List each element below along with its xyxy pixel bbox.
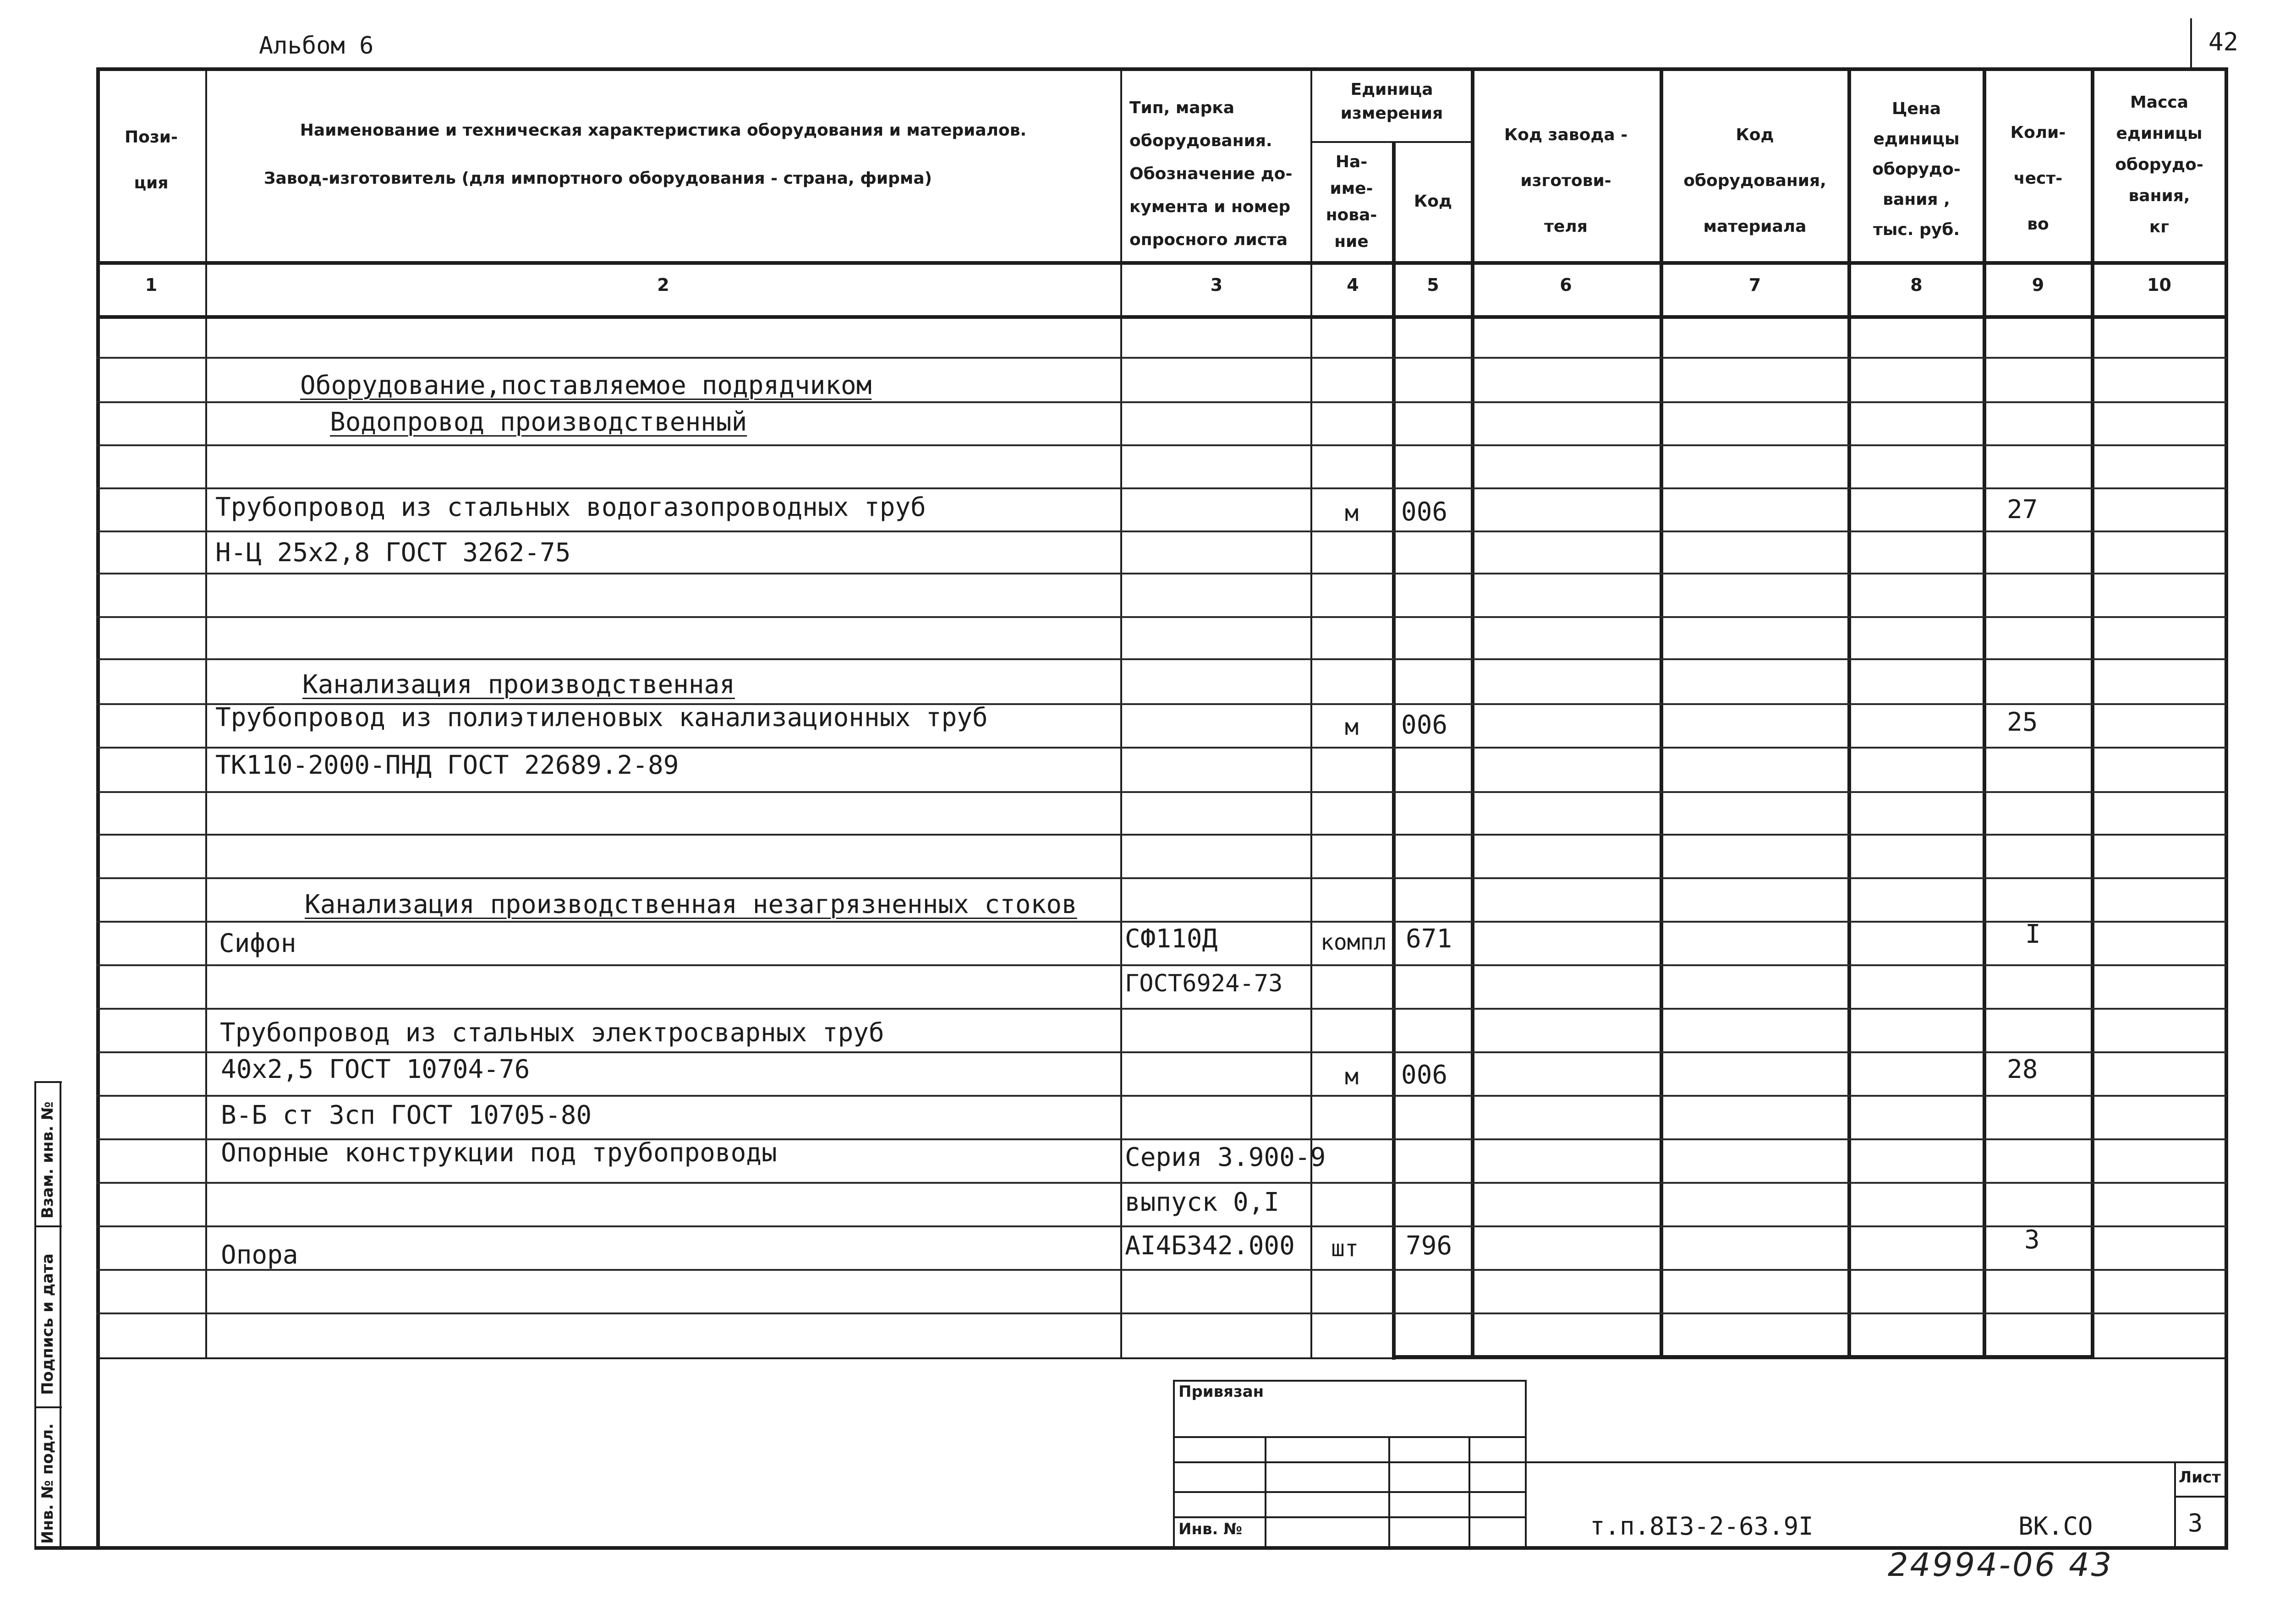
row-line [96,834,2227,836]
stamp-col [1265,1436,1266,1548]
colnum-6: 6 [1560,275,1572,295]
opora-name: Опора [221,1240,298,1270]
sheet-box-left [2174,1461,2176,1548]
stamp-line [1173,1436,1527,1438]
row-line [96,530,2227,532]
pipe-pe-name: Трубопровод из полиэтиленовых канализационных труб [215,703,988,733]
colnum-8: 8 [1910,275,1923,295]
stamp-code: ВК.СО [2018,1512,2093,1541]
side-strip-mid [60,1081,61,1548]
stamp-line [1173,1516,1527,1518]
row-line [96,1312,2227,1314]
side-label-replaced-inv: Взам. инв. № [38,1101,57,1219]
opora-type: АI4Б342.000 [1125,1231,1295,1261]
siphon-name: Сифон [219,929,296,958]
col-line-7 [1847,67,1851,1359]
col-line-8 [1983,67,1986,1359]
body-bottom-thin [96,1357,2227,1359]
opora-code: 796 [1406,1231,1452,1261]
stamp-inv-label: Инв. № [1178,1520,1243,1538]
stamp-col [1388,1436,1390,1548]
row-line [96,747,2227,749]
siphon-unit: компл [1321,930,1387,955]
stamp-bound-label: Привязан [1178,1383,1264,1401]
section-contractor: Оборудование,поставляемое подрядчиком [300,371,872,400]
supports-series: Серия 3.900-9 [1125,1143,1326,1172]
pipe-steel-spec: Н-Ц 25х2,8 ГОСТ 3262-75 [215,538,571,568]
colnum-5: 5 [1427,275,1439,295]
header-equipment-code: Код оборудования, материала [1683,126,1826,236]
col-line-9 [2091,67,2094,1359]
row-line [96,1008,2227,1010]
page-number-divider [2190,18,2192,71]
stamp-col [1469,1436,1470,1548]
col-line-4 [1392,141,1396,1360]
siphon-gost: ГОСТ6924-73 [1125,970,1283,997]
side-label-inv-original: Инв. № подл. [38,1423,57,1544]
sheet-box-mid [2174,1496,2227,1498]
row-line [96,357,2227,359]
side-strip-div1 [34,1225,62,1227]
pipe-es-name: Трубопровод из стальных электросварных труб [220,1018,884,1048]
header-unit-name: На- име- нова- ние [1326,153,1377,251]
header-manufacturer-code: Код завода - изготови- теля [1504,126,1628,236]
col-line-2 [1120,67,1122,1359]
header-bottom-border [96,261,2227,265]
colnum-bottom-border [96,315,2227,319]
table-top-border [96,67,2227,71]
pipe-steel-name: Трубопровод из стальных водогазопроводных труб [215,492,926,522]
pipe-es-qty: 28 [2007,1055,2038,1084]
pipe-steel-code: 006 [1401,497,1448,527]
frame-right [2225,67,2228,1550]
sheet-label: Лист [2179,1468,2221,1487]
header-name-line2: Завод-изготовитель (для импортного оборудования - страна, фирма) [263,169,932,188]
row-line [96,487,2227,489]
row-line [96,1095,2227,1097]
pipe-es-unit: м [1345,1063,1359,1090]
side-strip-div2 [34,1406,62,1408]
supports-issue: выпуск 0,I [1125,1187,1280,1217]
side-label-signature-date: Подпись и дата [38,1253,57,1395]
header-price: Цена единицы оборудо- вания , тыс. руб. [1872,99,1961,239]
supports-name: Опорные конструкции под трубопроводы [221,1138,777,1168]
col-line-6 [1660,67,1663,1359]
row-line [96,1182,2227,1184]
stamp-box-right [1525,1380,1527,1548]
stamp-designation: т.п.8I3-2-63.9I [1590,1512,1814,1541]
header-unit-code: Код [1414,192,1452,211]
colnum-1: 1 [145,275,158,295]
pipe-es-spec1: 40х2,5 ГОСТ 10704-76 [221,1055,530,1084]
row-line [96,444,2227,446]
col-line-5 [1471,67,1474,1359]
colnum-10: 10 [2147,275,2171,295]
header-name-line1: Наименование и техническая характеристика оборудования и материалов. [300,121,1027,140]
row-line [96,573,2227,574]
section-sewer: Канализация производственная [302,670,735,700]
row-line [96,616,2227,618]
header-quantity: Коли- чест- во [2010,123,2066,234]
row-line [96,877,2227,879]
pipe-es-spec2: В-Б ст 3сп ГОСТ 10705-80 [221,1100,592,1130]
pipe-pe-code: 006 [1401,710,1448,740]
row-line [96,1225,2227,1227]
siphon-qty: I [2025,919,2041,949]
album-label: Альбом 6 [259,32,374,60]
opora-qty: 3 [2024,1225,2040,1255]
header-position: Пози- ция [125,128,178,192]
row-line [96,964,2227,966]
stamp-box-top [1173,1380,1527,1382]
opora-unit: шт [1331,1235,1359,1262]
row-line [96,921,2227,923]
row-line [96,658,2227,660]
colnum-4: 4 [1347,275,1359,295]
pipe-es-code: 006 [1401,1060,1448,1090]
row-line [96,1051,2227,1053]
pipe-pe-qty: 25 [2007,707,2038,737]
stamp-box-left [1173,1380,1175,1548]
col-line-1 [205,67,207,1359]
stamp-line [1173,1461,2227,1463]
side-strip-left [34,1081,36,1548]
section-clean: Канализация производственная незагрязненных стоков [305,890,1077,919]
siphon-code: 671 [1406,924,1452,954]
siphon-type: СФ110Д [1125,924,1218,954]
handwritten-number: 24994-06 43 [1888,1546,2114,1584]
header-unit: Единица измерения [1340,80,1443,123]
section-water: Водопровод производственный [330,407,747,437]
colnum-3: 3 [1210,275,1223,295]
pipe-pe-spec: ТК110-2000-ПНД ГОСТ 22689.2-89 [215,750,679,780]
side-strip-top [34,1081,62,1083]
header-type: Тип, марка оборудования. Обозначение до- кумента и номер опросного листа [1129,98,1293,249]
colnum-9: 9 [2032,275,2044,295]
row-line [96,1269,2227,1271]
sheet-number: 3 [2188,1509,2203,1537]
pipe-steel-qty: 27 [2007,495,2038,525]
colnum-7: 7 [1748,275,1761,295]
page-number: 42 [2208,27,2239,56]
colnum-2: 2 [657,275,669,295]
pipe-pe-unit: м [1345,714,1359,740]
header-mass: Масса единицы оборудо- вания, кг [2115,93,2203,236]
stamp-line [1173,1491,1527,1493]
pipe-steel-unit: м [1345,500,1359,526]
row-line [96,791,2227,793]
